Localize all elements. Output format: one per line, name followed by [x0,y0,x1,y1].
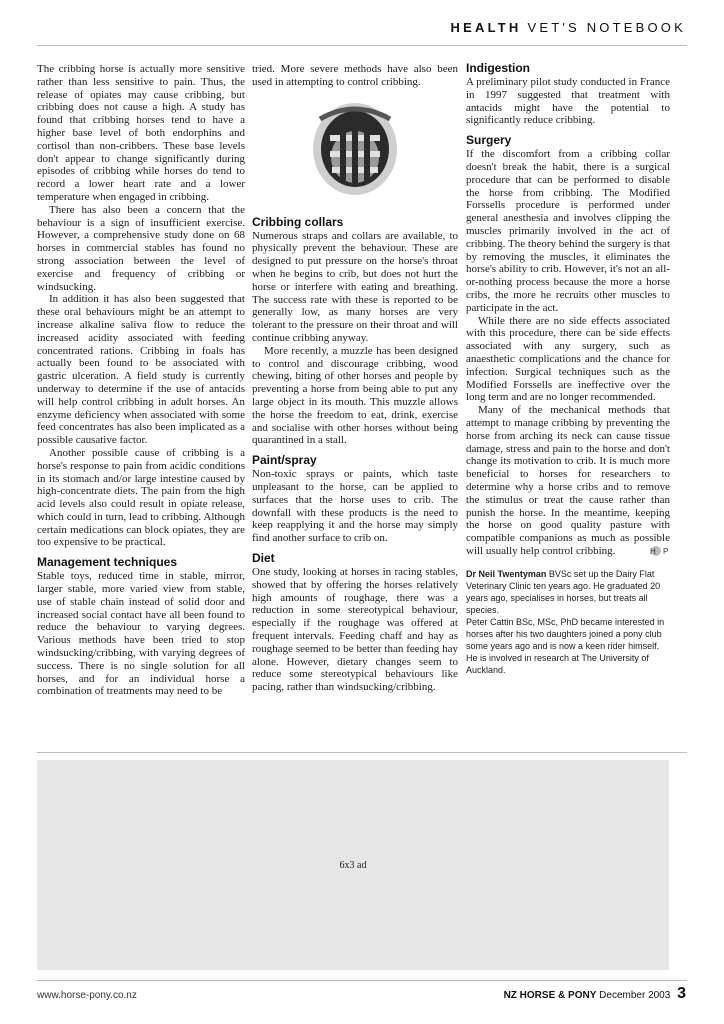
author-bio-twentyman [466,568,670,616]
section-name: HEALTH [450,20,522,35]
author-bio-text: BVSc set up the Dairy Flat Veterinary Clinic ten years ago. He graduated 20 years ago, specialises in horses, but treats all species. [466,568,661,615]
author-name: Dr Neil Twentyman [466,568,547,579]
paragraph: In addition it has also been suggested that these oral behaviours might be an attempt to increase alkaline saliva flow to reduce the increased acidity associated with feeding concentrated rations. Cribbing in foals has actually been found to be associated with gastric ulceration. A field study is currently underway to determine if the use of antacids will help control cribbing in adult horses. An enzyme deficiency when associated with some feed concentrates has also been implicated as a possible causative factor. [37,293,245,447]
advertisement-placeholder [37,760,669,970]
svg-text:H: H [650,546,656,556]
author-bios [466,568,670,676]
footer-divider [37,980,687,981]
section-title: VET'S NOTEBOOK [527,20,686,35]
subheading-cribbing-collars: Cribbing collars [252,214,344,229]
paragraph: The cribbing horse is actually more sensitive rather than less sensitive to pain. Thus, the release of opiates may cause cribbing, but cribbing does not cause a high. A study has found that cribbing horses tend to have a higher base level of both endorphins and cortisol than non-cribbers. These base levels don't appear to change significantly during episodes of cribbing while horses do tend to record a lower heart rate and a lower temperature when engaged in cribbing. [37,63,245,203]
paragraph [466,404,670,558]
article-column-1 [37,63,245,698]
subheading-indigestion: Indigestion [466,61,530,75]
paragraph: While there are no side effects associated with this procedure, there can be side effects associated with any surgery, such as anaesthetic complications and the chance for infection. Surgical techniques such as the Modified Forssells are ineffective over the long term and are no longer recommended. [466,314,670,404]
paragraph: Numerous straps and collars are available, to physically prevent the behaviour. These are designed to put pressure on the horse's throat when he begins to crib, but does not hurt the horse or interfere with eating and breathing. The success rate with these is reported to be generally low, as many horses are very tolerant to the pressure on their throat and will continue cribbing anyway. [252,229,458,344]
issue-date: December 2003 [599,990,671,1001]
footer-publication [504,985,686,1003]
paragraph: Stable toys, reduced time in stable, mirror, larger stable, more varied view from stable, use of stable chain instead of solid door and increased social contact have all been found to reduce the behaviour to varying degrees. Various methods have been tried to stop windsucking/cribbing, with varying degrees of success. There is no single solution for all horses, and for an individual horse a combination of treatments may need to be [37,570,245,698]
section-header [451,20,686,35]
svg-text:P: P [663,546,669,556]
paragraph: Non-toxic sprays or paints, which taste unpleasant to the horse, can be applied to surfaces that the horse uses to crib. The downfall with these products is the need to keep reapplying it and the horse may simply find another surface to crib on. [252,468,458,545]
paragraph: Another possible cause of cribbing is a horse's response to pain from acidic conditions in its stomach and/or large intestine caused by high-concentrate diets. The pain from the high acid levels also could result in opiate release, which could in turn, lead to cribbing. Although certain medications can block opiates, they are too expensive to be practical. [37,446,245,549]
subheading-management: Management techniques [37,555,178,570]
article-column-2 [252,63,458,694]
paragraph-text: Many of the mechanical methods that attempt to manage cribbing by preventing the horse from arching its neck can cause tissue damage, stress and pain to the horse and don't change its motivation to crib. It is much more beneficial to horses for researchers to determine why a horse cribs and to remove the stimulus or treat the cause rather than punish the horse. In the meantime, keeping the horse on good quality pasture with compatible companions as much as possible will usually help control cribbing. [466,404,670,557]
paragraph: tried. More severe methods have also been used in attempting to control cribbing. [252,63,458,88]
ad-label: 6x3 ad [339,860,367,871]
cribbing-muzzle-photo [300,99,410,203]
footer-website: www.horse-pony.co.nz [37,990,137,1001]
page-number: 3 [677,985,686,1002]
subheading-diet: Diet [252,550,275,565]
paragraph: One study, looking at horses in racing stables, showed that by offering the horses relatively high amounts of roughage, there was a reduction in some stereotypical behaviour, especially if the roughage was offered at frequent intervals. Feeding chaff and hay as roughage seemed to be better than feeding hay alone. However, dietary changes seem to reduce some stereotypical behaviours like pacing, rather than windsucking/cribbing. [252,565,458,694]
header-divider [37,45,687,46]
end-of-article-logo-icon [648,545,670,557]
ad-divider [37,752,687,753]
author-bio-cattin: Peter Cattin BSc, MSc, PhD became interested in horses after his two daughters joined a pony club some years ago and is now a keen rider himself. He is involved in research at The University of Auckland. [466,616,665,675]
subheading-surgery: Surgery [466,133,512,148]
paragraph: A preliminary pilot study conducted in France in 1997 suggested that treatment with antacids might have the potential to significantly reduce cribbing. [466,76,670,127]
paragraph: If the discomfort from a cribbing collar doesn't break the habit, there is a surgical procedure that can be performed to disable the horse from cribbing. The Modified Forssells procedure is performed under general anesthesia and involves clipping the muscles primarily involved in the act of cribbing. The theory behind the surgery is that by removing the muscles, it eliminates the horse's ability to crib. However, it's not an all-or-nothing process because the more a horse cribs, the more he recruits other muscles to participate in the act. [466,148,670,314]
paragraph: There has also been a concern that the behaviour is a sign of insufficient exercise. However, a comprehensive study done on 68 horses in commercial stables has found no strong association between the level of exercise and frequency of cribbing or windsucking. [37,203,245,293]
subheading-paint-spray: Paint/spray [252,453,317,468]
paragraph: More recently, a muzzle has been designed to control and discourage cribbing, wood chewing, biting of other horses and people by preventing a horse from being able to put any large object in its mouth. This muzzle allows the horse the freedom to eat, drink, exercise and socialise with other horses without being quarantined in a stall. [252,344,458,447]
magazine-name: NZ HORSE & PONY [503,990,597,1001]
article-column-3 [466,61,670,676]
